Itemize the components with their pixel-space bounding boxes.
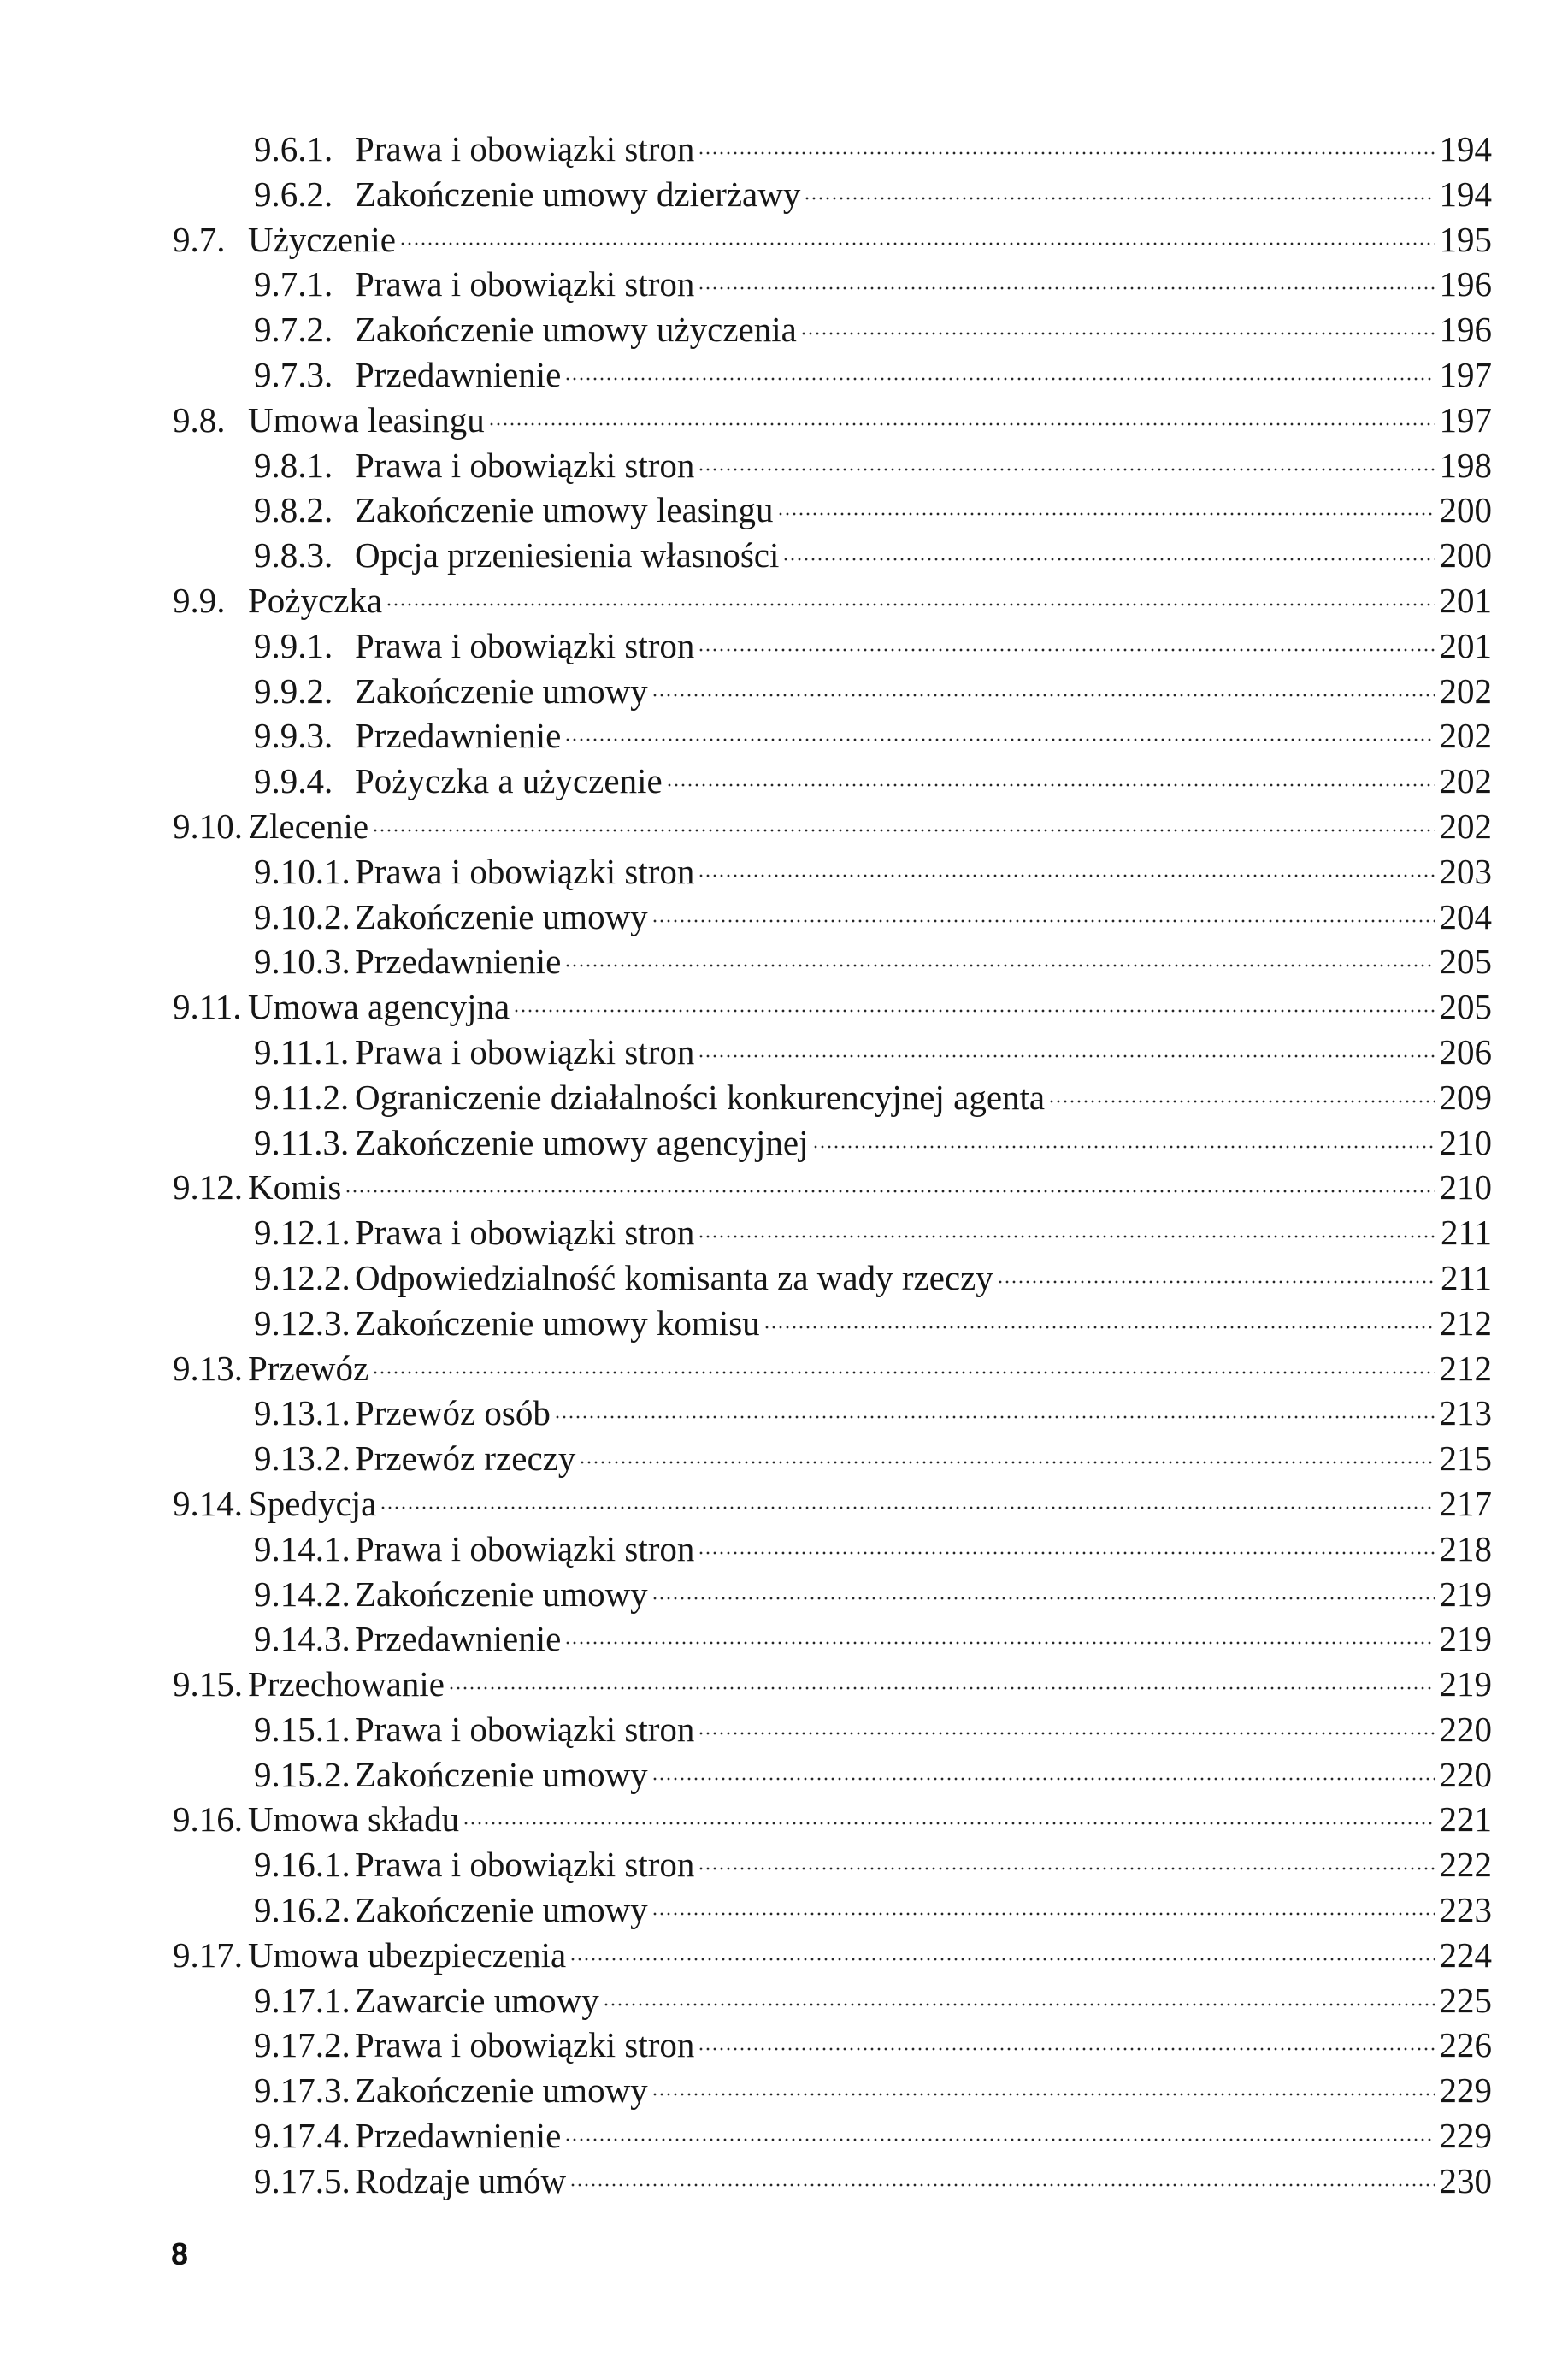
toc-entry-page: 229 (1439, 2116, 1492, 2156)
toc-entry-number: 9.13.2. (254, 1438, 351, 1479)
toc-entry-page: 212 (1439, 1348, 1492, 1388)
toc-entry-number: 9.17.1. (254, 1980, 351, 2020)
dot-leader (804, 197, 1434, 200)
toc-entry-number: 9.14. (173, 1483, 243, 1523)
toc-entry-title: Zakończenie umowy (355, 2070, 648, 2111)
toc-entry-number: 9.7. (173, 219, 226, 259)
toc-entry-number: 9.16.1. (254, 1845, 351, 1885)
toc-entry-title: Zakończenie umowy dzierżawy (355, 174, 801, 214)
toc-entry-title: Przewóz (248, 1348, 369, 1388)
dot-leader (651, 1597, 1435, 1600)
toc-entry-number: 9.7.3. (254, 354, 333, 394)
toc-entry-page: 209 (1439, 1077, 1492, 1117)
toc-entry (173, 352, 1492, 398)
toc-entry-number: 9.7.2. (254, 310, 333, 350)
dot-leader (698, 151, 1434, 155)
dot-leader (698, 874, 1434, 877)
toc-entry-number: 9.13.1. (254, 1393, 351, 1433)
toc-entry-number: 9.11.3. (254, 1122, 350, 1162)
toc-entry-page: 218 (1439, 1528, 1492, 1568)
toc-entry-page: 202 (1439, 806, 1492, 846)
toc-entry-page: 215 (1439, 1438, 1492, 1479)
toc-entry-number: 9.11.2. (254, 1077, 350, 1117)
dot-leader (997, 1280, 1435, 1284)
toc-entry (173, 578, 1492, 623)
toc-entry-number: 9.17.3. (254, 2070, 351, 2111)
toc-entry-number: 9.11. (173, 987, 242, 1027)
toc-entry-page: 219 (1439, 1574, 1492, 1614)
toc-entry-page: 203 (1439, 851, 1492, 891)
toc-entry (173, 2068, 1492, 2113)
toc-entry-title: Przedawnienie (355, 716, 562, 756)
dot-leader (698, 648, 1434, 652)
toc-entry-number: 9.16.2. (254, 1890, 351, 1930)
dot-leader (554, 1415, 1435, 1419)
toc-entry-title: Prawa i obowiązki stron (355, 129, 695, 168)
toc-entry-page: 219 (1439, 1619, 1492, 1659)
toc-entry (173, 1572, 1492, 1617)
toc-entry-title: Prawa i obowiązki stron (355, 1031, 695, 1072)
dot-leader (698, 1732, 1434, 1735)
toc-entry-title: Przedawnienie (355, 2116, 562, 2156)
toc-entry-number: 9.6.1. (254, 129, 333, 168)
toc-entry-title: Zlecenie (248, 806, 369, 846)
toc-entry (173, 1030, 1492, 1075)
toc-entry-number: 9.12.2. (254, 1257, 351, 1297)
toc-entry-number: 9.15. (173, 1664, 243, 1704)
toc-entry-number: 9.10. (173, 806, 243, 846)
toc-entry-page: 201 (1439, 625, 1492, 665)
toc-entry-page: 204 (1439, 896, 1492, 936)
toc-entry (173, 1210, 1492, 1255)
dot-leader (380, 1506, 1434, 1509)
toc-entry (173, 217, 1492, 263)
toc-entry (173, 533, 1492, 578)
toc-entry-title: Prawa i obowiązki stron (355, 1528, 695, 1568)
toc-entry-title: Zawarcie umowy (355, 1980, 599, 2020)
toc-entry-title: Umowa składu (248, 1799, 460, 1840)
dot-leader (386, 603, 1434, 606)
toc-entry-page: 202 (1439, 716, 1492, 756)
table-of-contents (173, 127, 1492, 2204)
toc-entry-title: Odpowiedzialność komisanta za wady rzeczy (355, 1257, 993, 1297)
toc-entry (173, 1616, 1492, 1662)
dot-leader (448, 1686, 1435, 1690)
toc-entry-number: 9.14.3. (254, 1619, 351, 1659)
toc-entry-number: 9.9.1. (254, 625, 333, 665)
toc-entry (173, 804, 1492, 849)
toc-entry-title: Przedawnienie (355, 354, 562, 394)
toc-entry (173, 487, 1492, 533)
toc-entry-number: 9.8.3. (254, 535, 333, 576)
page-number: 8 (171, 2236, 189, 2271)
toc-entry-title: Prawa i obowiązki stron (355, 625, 695, 665)
dot-leader (698, 468, 1434, 471)
toc-entry-title: Spedycja (248, 1483, 377, 1523)
toc-entry-number: 9.8.2. (254, 490, 333, 530)
toc-entry-number: 9.12.1. (254, 1213, 351, 1253)
dot-leader (513, 1009, 1434, 1013)
dot-leader (399, 242, 1435, 245)
toc-entry-page: 219 (1439, 1664, 1492, 1704)
toc-entry-page: 194 (1439, 174, 1492, 214)
toc-entry-title: Prawa i obowiązki stron (355, 1845, 695, 1885)
toc-entry (173, 1391, 1492, 1436)
toc-entry-number: 9.17.2. (254, 2025, 351, 2065)
toc-entry-page: 225 (1439, 1980, 1492, 2020)
toc-entry-title: Prawa i obowiązki stron (355, 1709, 695, 1749)
dot-leader (651, 1912, 1435, 1916)
toc-entry (173, 984, 1492, 1030)
toc-entry (173, 1165, 1492, 1210)
toc-entry-number: 9.15.1. (254, 1709, 351, 1749)
toc-entry (173, 1120, 1492, 1166)
toc-entry-number: 9.17.5. (254, 2160, 351, 2200)
dot-leader (800, 332, 1435, 335)
toc-entry-page: 223 (1439, 1890, 1492, 1930)
toc-entry-title: Opcja przeniesienia własności (355, 535, 780, 576)
dot-leader (564, 1641, 1434, 1645)
toc-entry-title: Zakończenie umowy (355, 1890, 648, 1930)
dot-leader (763, 1326, 1435, 1329)
toc-entry-number: 9.14.2. (254, 1574, 351, 1614)
toc-entry (173, 2159, 1492, 2204)
toc-entry (173, 1752, 1492, 1798)
toc-entry-title: Przedawnienie (355, 1619, 562, 1659)
toc-entry-page: 210 (1439, 1122, 1492, 1162)
toc-entry-number: 9.14.1. (254, 1528, 351, 1568)
toc-entry-title: Użyczenie (248, 219, 396, 259)
toc-entry-page: 206 (1439, 1031, 1492, 1072)
toc-entry-title: Komis (248, 1167, 342, 1208)
toc-entry (173, 1797, 1492, 1842)
dot-leader (569, 1958, 1434, 1961)
toc-entry-number: 9.9.2. (254, 670, 333, 711)
toc-entry-title: Umowa agencyjna (248, 987, 510, 1027)
toc-entry-page: 226 (1439, 2025, 1492, 2065)
toc-entry (173, 2023, 1492, 2068)
toc-entry (173, 1436, 1492, 1481)
toc-entry-number: 9.10.1. (254, 851, 351, 891)
toc-entry-number: 9.17. (173, 1934, 243, 1975)
dot-leader (698, 1235, 1435, 1238)
toc-entry-title: Przewóz osób (355, 1393, 551, 1433)
toc-entry-title: Pożyczka (248, 580, 383, 620)
toc-entry-page: 220 (1439, 1754, 1492, 1794)
toc-entry (173, 669, 1492, 714)
toc-entry (173, 1933, 1492, 1978)
toc-entry (173, 172, 1492, 217)
toc-entry-title: Zakończenie umowy (355, 896, 648, 936)
toc-entry-page: 195 (1439, 219, 1492, 259)
toc-entry (173, 443, 1492, 488)
dot-leader (651, 919, 1435, 923)
dot-leader (564, 964, 1434, 967)
dot-leader (564, 2138, 1434, 2141)
toc-entry-page: 217 (1439, 1483, 1492, 1523)
toc-entry-title: Prawa i obowiązki stron (355, 445, 695, 485)
toc-entry-number: 9.6.2. (254, 174, 333, 214)
dot-leader (666, 783, 1435, 787)
toc-entry-title: Umowa ubezpieczenia (248, 1934, 567, 1975)
toc-entry-title: Pożyczka a użyczenie (355, 761, 663, 801)
toc-entry (173, 127, 1492, 172)
dot-leader (372, 1371, 1434, 1374)
toc-entry (173, 1301, 1492, 1346)
dot-leader (777, 512, 1435, 516)
toc-entry-title: Zakończenie umowy (355, 1574, 648, 1614)
toc-entry-number: 9.10.2. (254, 896, 351, 936)
toc-entry-page: 229 (1439, 2070, 1492, 2111)
toc-entry-number: 9.8.1. (254, 445, 333, 485)
toc-entry-title: Zakończenie umowy (355, 1754, 648, 1794)
dot-leader (345, 1190, 1434, 1193)
toc-entry-page: 205 (1439, 987, 1492, 1027)
dot-leader (698, 1551, 1434, 1555)
toc-entry-title: Przedawnienie (355, 942, 562, 982)
toc-entry-title: Zakończenie umowy komisu (355, 1302, 760, 1343)
toc-entry (173, 307, 1492, 352)
toc-entry-title: Prawa i obowiązki stron (355, 1213, 695, 1253)
toc-entry-number: 9.9.4. (254, 761, 333, 801)
dot-leader (1048, 1100, 1434, 1103)
toc-entry (173, 623, 1492, 669)
dot-leader (372, 829, 1434, 832)
toc-entry-title: Zakończenie umowy agencyjnej (355, 1122, 809, 1162)
toc-entry-number: 9.13. (173, 1348, 243, 1388)
toc-entry (173, 895, 1492, 940)
toc-entry (173, 1255, 1492, 1301)
toc-entry-page: 211 (1441, 1213, 1492, 1253)
dot-leader (651, 2093, 1435, 2096)
toc-entry-page: 201 (1439, 580, 1492, 620)
dot-leader (569, 2183, 1434, 2187)
toc-entry (173, 262, 1492, 307)
toc-entry-page: 196 (1439, 310, 1492, 350)
toc-entry-page: 202 (1439, 761, 1492, 801)
toc-entry-page: 221 (1439, 1799, 1492, 1840)
dot-leader (698, 1054, 1434, 1058)
toc-entry (173, 2113, 1492, 2159)
toc-entry (173, 1346, 1492, 1391)
toc-entry-number: 9.12. (173, 1167, 243, 1208)
dot-leader (651, 694, 1435, 697)
toc-entry-number: 9.12.3. (254, 1302, 351, 1343)
toc-entry-page: 224 (1439, 1934, 1492, 1975)
toc-entry-title: Zakończenie umowy (355, 670, 648, 711)
dot-leader (812, 1145, 1435, 1149)
toc-entry-page: 197 (1439, 354, 1492, 394)
toc-entry-title: Prawa i obowiązki stron (355, 2025, 695, 2065)
toc-entry-page: 194 (1439, 129, 1492, 168)
dot-leader (564, 377, 1434, 381)
dot-leader (564, 738, 1434, 741)
dot-leader (488, 422, 1435, 426)
toc-entry (173, 1481, 1492, 1527)
toc-entry-page: 198 (1439, 445, 1492, 485)
toc-entry-title: Prawa i obowiązki stron (355, 264, 695, 304)
toc-entry-title: Ograniczenie działalności konkurencyjnej agenta (355, 1077, 1046, 1117)
dot-leader (579, 1461, 1434, 1464)
toc-entry-page: 220 (1439, 1709, 1492, 1749)
toc-entry-number: 9.9.3. (254, 716, 333, 756)
toc-entry-number: 9.15.2. (254, 1754, 351, 1794)
toc-entry-page: 212 (1439, 1302, 1492, 1343)
toc-entry-page: 200 (1439, 490, 1492, 530)
toc-entry-number: 9.17.4. (254, 2116, 351, 2156)
toc-entry-page: 202 (1439, 670, 1492, 711)
toc-entry (173, 849, 1492, 895)
toc-entry-title: Prawa i obowiązki stron (355, 851, 695, 891)
toc-entry-number: 9.16. (173, 1799, 243, 1840)
dot-leader (651, 1777, 1435, 1781)
toc-entry (173, 1887, 1492, 1933)
dot-leader (698, 1867, 1434, 1870)
toc-entry (173, 1842, 1492, 1887)
dot-leader (463, 1822, 1434, 1825)
toc-entry-title: Zakończenie umowy leasingu (355, 490, 774, 530)
toc-entry-page: 205 (1439, 942, 1492, 982)
toc-entry-page: 211 (1441, 1257, 1492, 1297)
toc-entry-page: 200 (1439, 535, 1492, 576)
toc-entry-title: Umowa leasingu (248, 399, 485, 440)
toc-entry (173, 1075, 1492, 1120)
toc-entry-title: Przechowanie (248, 1664, 445, 1704)
toc-entry (173, 1707, 1492, 1752)
toc-entry-number: 9.10.3. (254, 942, 351, 982)
dot-leader (782, 558, 1434, 561)
toc-entry (173, 1662, 1492, 1707)
toc-entry (173, 713, 1492, 759)
toc-entry-number: 9.7.1. (254, 264, 333, 304)
toc-entry-page: 210 (1439, 1167, 1492, 1208)
toc-entry-title: Przewóz rzeczy (355, 1438, 576, 1479)
toc-entry (173, 759, 1492, 804)
dot-leader (698, 2047, 1434, 2051)
toc-entry (173, 1527, 1492, 1572)
toc-entry-number: 9.11.1. (254, 1031, 350, 1072)
toc-entry (173, 939, 1492, 984)
toc-entry-page: 213 (1439, 1393, 1492, 1433)
toc-entry-title: Zakończenie umowy użyczenia (355, 310, 797, 350)
toc-entry (173, 398, 1492, 443)
toc-entry-page: 230 (1439, 2160, 1492, 2200)
dot-leader (698, 286, 1434, 290)
toc-entry-number: 9.8. (173, 399, 226, 440)
toc-entry-number: 9.9. (173, 580, 226, 620)
toc-entry-title: Rodzaje umów (355, 2160, 567, 2200)
toc-entry-page: 196 (1439, 264, 1492, 304)
dot-leader (603, 2003, 1435, 2006)
toc-entry-page: 222 (1439, 1845, 1492, 1885)
toc-entry (173, 1978, 1492, 2023)
toc-entry-page: 197 (1439, 399, 1492, 440)
